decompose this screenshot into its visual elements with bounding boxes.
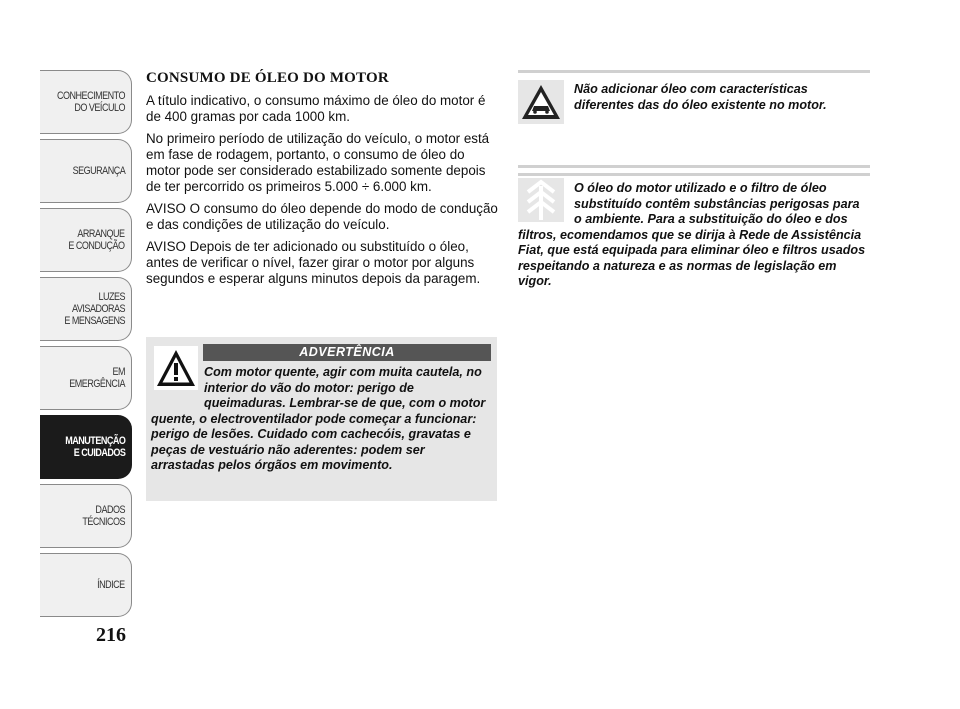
paragraph: AVISO O consumo do óleo depende do modo de condução e das condições de utilização do veículo.	[146, 201, 498, 232]
warning-header: ADVERTÊNCIA	[203, 344, 491, 361]
divider	[518, 173, 870, 176]
note-environment	[518, 173, 870, 323]
divider	[518, 70, 870, 73]
icon-spacer	[518, 82, 574, 116]
tab-em-emergencia[interactable]	[40, 346, 132, 410]
note-text: Não adicionar óleo com características diferentes das do óleo existente no motor.	[574, 82, 827, 112]
tab-label: SEGURANÇA	[72, 165, 125, 177]
icon-spacer	[518, 181, 574, 215]
tab-indice[interactable]	[40, 553, 132, 617]
divider	[518, 165, 870, 168]
tab-luzes-avisadoras[interactable]	[40, 277, 132, 341]
paragraph: AVISO Depois de ter adicionado ou substituído o óleo, antes de verificar o nível, fazer girar o motor por alguns segundos e esperar alguns minutos depois da paragem.	[146, 239, 481, 286]
tab-label: DADOS TÉCNICOS	[82, 504, 125, 528]
paragraph: A título indicativo, o consumo máximo de óleo do motor é de 400 gramas por cada 1000 km.	[146, 93, 486, 124]
main-content	[146, 70, 498, 293]
note-text-block	[518, 181, 870, 290]
tab-arranque-e-conducao[interactable]	[40, 208, 132, 272]
page-number: 216	[96, 624, 126, 646]
tab-dados-tecnicos[interactable]	[40, 484, 132, 548]
tab-label: LUZES AVISADORAS E MENSAGENS	[64, 291, 125, 327]
tab-label: EM EMERGÊNCIA	[69, 366, 125, 390]
warning-text: Com motor quente, agir com muita cautela, no interior do vão do motor: perigo de queimaduras. Lembrar-se de que, com o motor quente, o electroventilador pode começar a funcionar: perigo de lesões. Cuidado com cachecóis, gravatas e peças de vestuário não aderentes: podem ser arrastadas pelos órgãos em movimento.	[151, 365, 486, 472]
tab-label: ÍNDICE	[97, 579, 125, 591]
tab-manutencao-e-cuidados[interactable]	[40, 415, 132, 479]
warning-text-block	[151, 365, 491, 474]
tab-seguranca[interactable]	[40, 139, 132, 203]
warning-box	[146, 337, 497, 501]
section-title: CONSUMO DE ÓLEO DO MOTOR	[146, 70, 389, 86]
icon-spacer	[151, 365, 204, 399]
paragraph: No primeiro período de utilização do veículo, o motor está em fase de rodagem, portanto, o consumo de óleo do motor pode ser considerado estabilizado somente depois de ter percorrido os primeiros 5.000 ÷ 6.000 km.	[146, 131, 490, 194]
tab-conhecimento-do-veiculo[interactable]	[40, 70, 132, 134]
tab-label: CONHECIMENTO DO VEÍCULO	[56, 90, 125, 114]
tab-label: ARRANQUE E CONDUÇÃO	[68, 228, 125, 252]
tab-label: MANUTENÇÃO E CUIDADOS	[64, 435, 125, 459]
note-text: O óleo do motor utilizado e o filtro de óleo substituído contêm substâncias perigosas para o ambiente. Para a substituição do óleo e dos filtros, ecomendamos que se dirija à Rede de Assistência Fiat, que está equipada para eliminar óleo e filtros usados respeitando a natureza e as normas de legislação em vigor.	[518, 181, 866, 288]
note-text-block	[518, 82, 870, 116]
note-oil-type	[518, 70, 870, 160]
